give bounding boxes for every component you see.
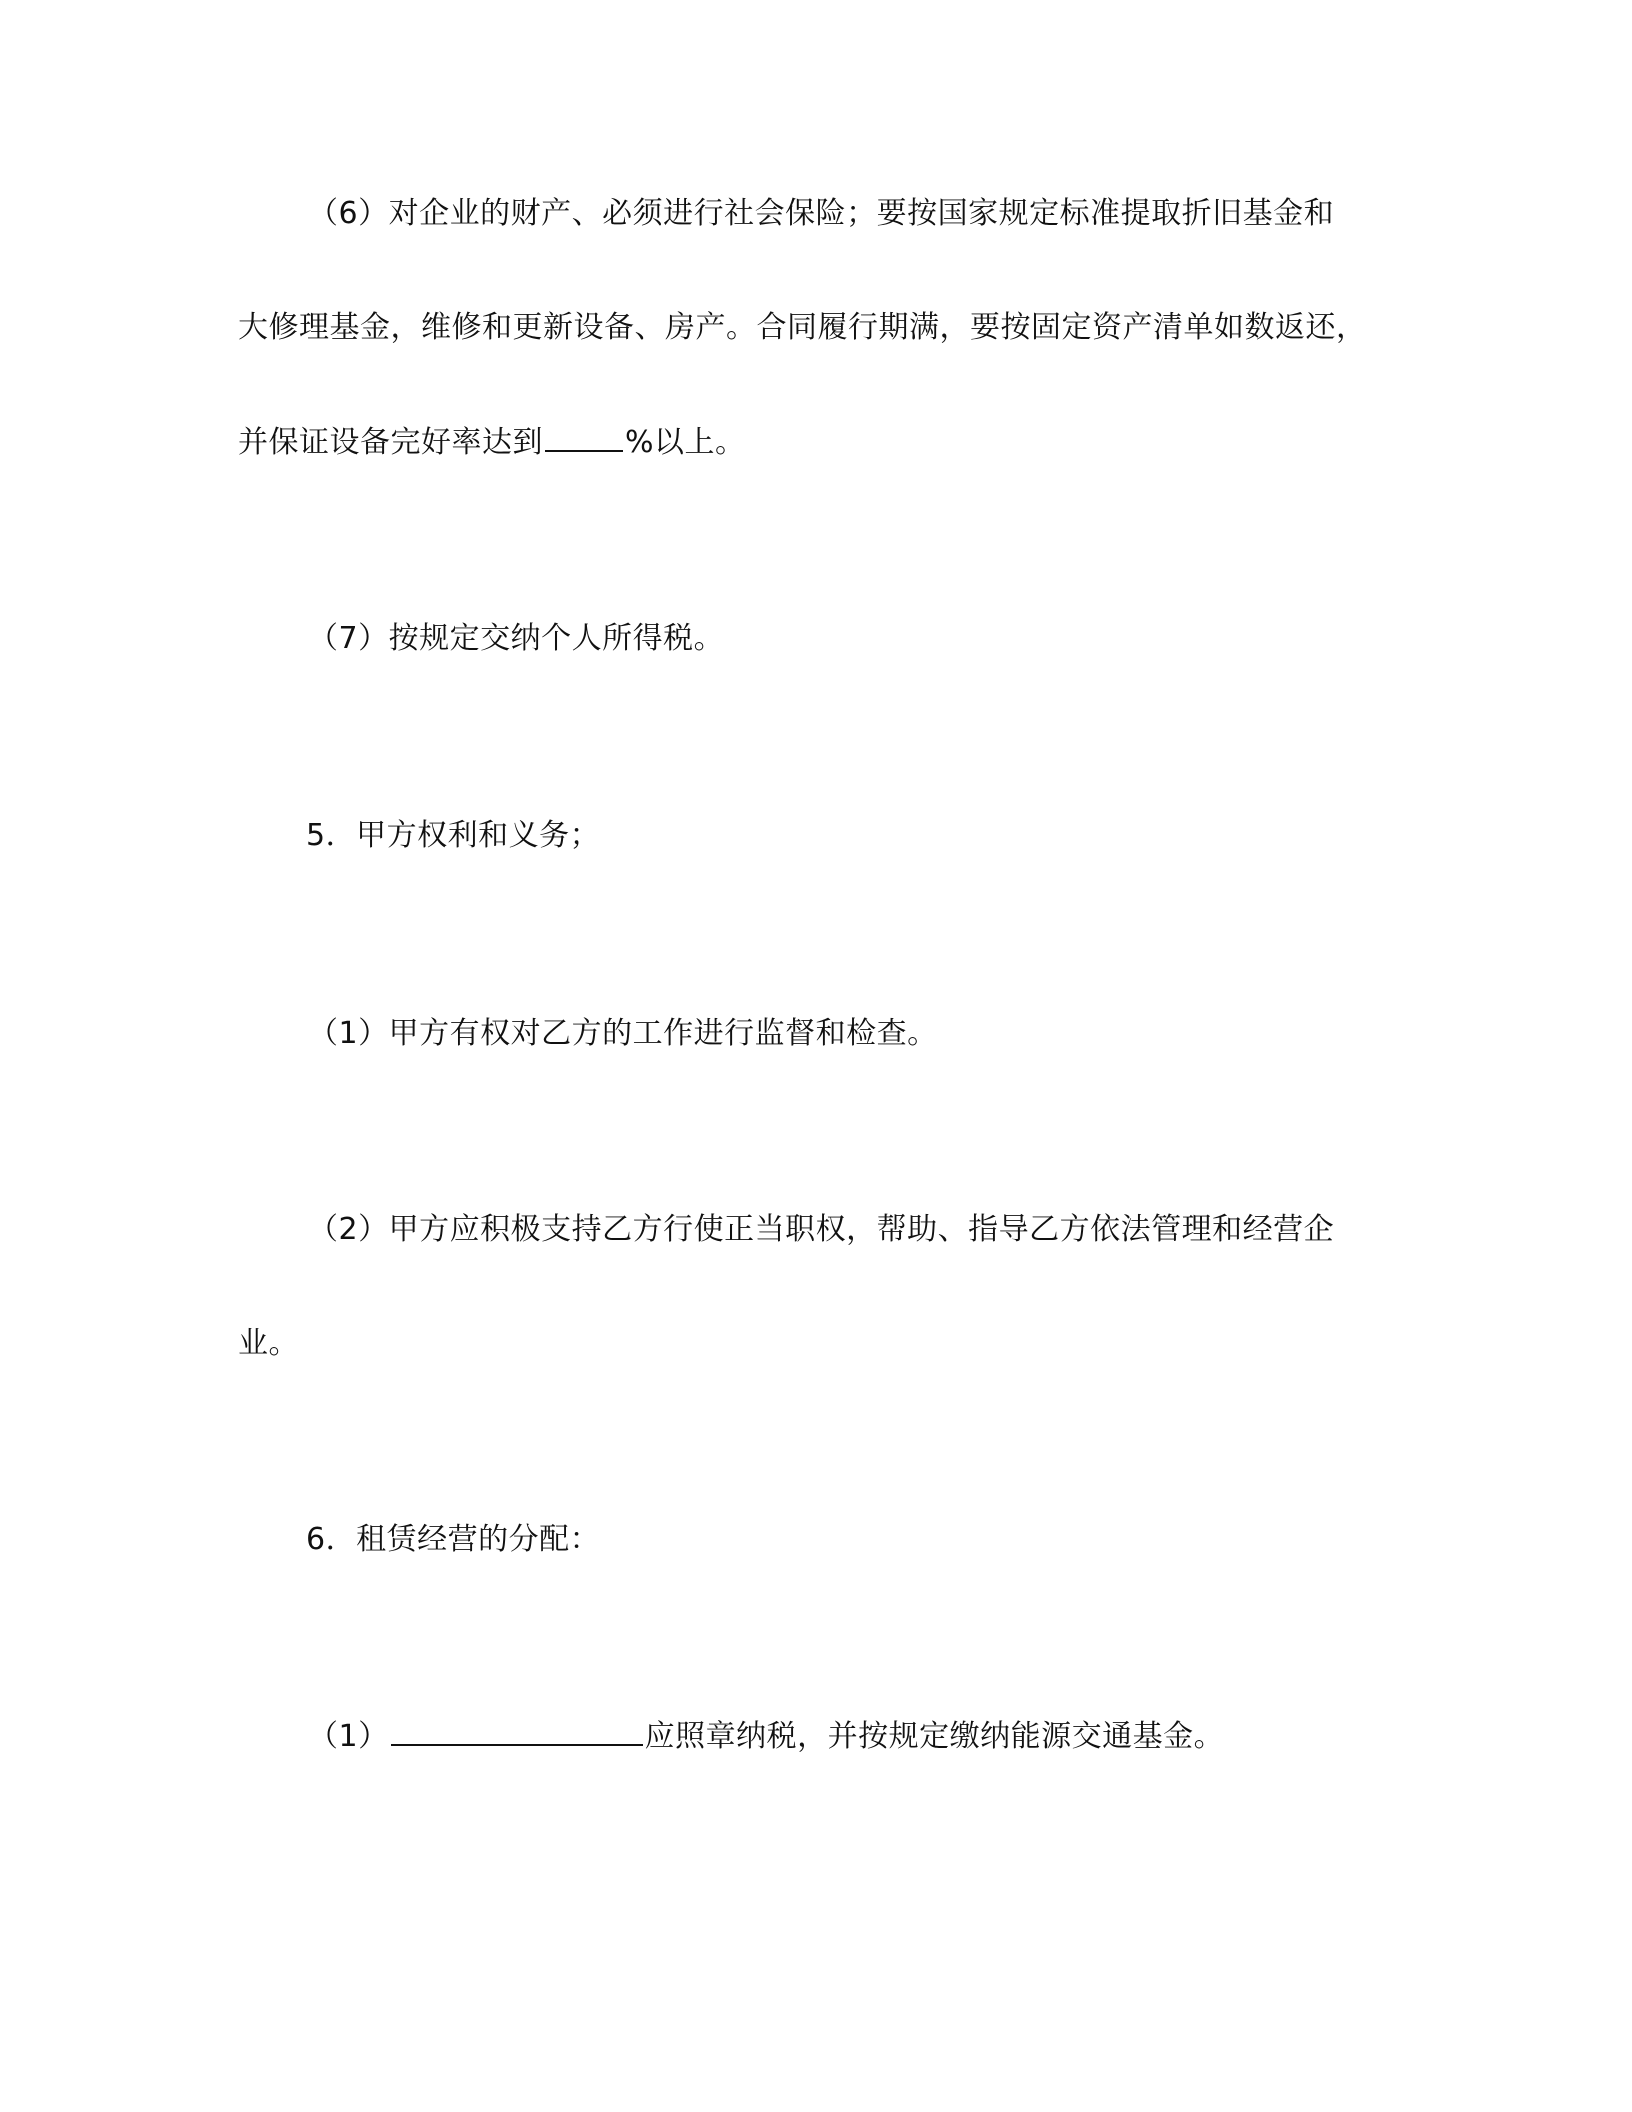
section-5-item-2-line-2: [238, 1322, 299, 1366]
paragraph-text: %以上。: [625, 425, 746, 460]
section-5-item-2-line-1: [308, 1208, 1334, 1252]
section-heading-text: 5．甲方权利和义务；: [306, 818, 601, 853]
paragraph-text: 业。: [238, 1326, 299, 1361]
paragraph-text: （2）甲方应积极支持乙方行使正当职权，帮助、指导乙方依法管理和经营企: [308, 1212, 1335, 1247]
paragraph-7: [308, 617, 724, 661]
paragraph-6-line-2: [238, 306, 1367, 350]
paragraph-6-line-3: [238, 420, 746, 465]
paragraph-text: 并保证设备完好率达到: [238, 425, 543, 460]
fill-in-blank-party: [391, 1714, 643, 1746]
paragraph-text: （1）: [308, 1719, 389, 1754]
section-5-heading: [306, 814, 600, 858]
section-6-item-1: [308, 1714, 1224, 1759]
paragraph-text: 应照章纳税，并按规定缴纳能源交通基金。: [644, 1719, 1225, 1754]
paragraph-text: （7）按规定交纳个人所得税。: [308, 621, 725, 656]
fill-in-blank-percentage: [545, 420, 623, 452]
paragraph-6-line-1: [308, 192, 1334, 236]
section-6-heading: [306, 1518, 600, 1562]
section-5-item-1: [308, 1012, 938, 1056]
paragraph-text: （6）对企业的财产、必须进行社会保险；要按国家规定标准提取折旧基金和: [308, 196, 1335, 231]
paragraph-text: 大修理基金，维修和更新设备、房产。合同履行期满，要按固定资产清单如数返还，: [238, 310, 1367, 345]
section-heading-text: 6．租赁经营的分配：: [306, 1522, 601, 1557]
paragraph-text: （1）甲方有权对乙方的工作进行监督和检查。: [308, 1016, 938, 1051]
